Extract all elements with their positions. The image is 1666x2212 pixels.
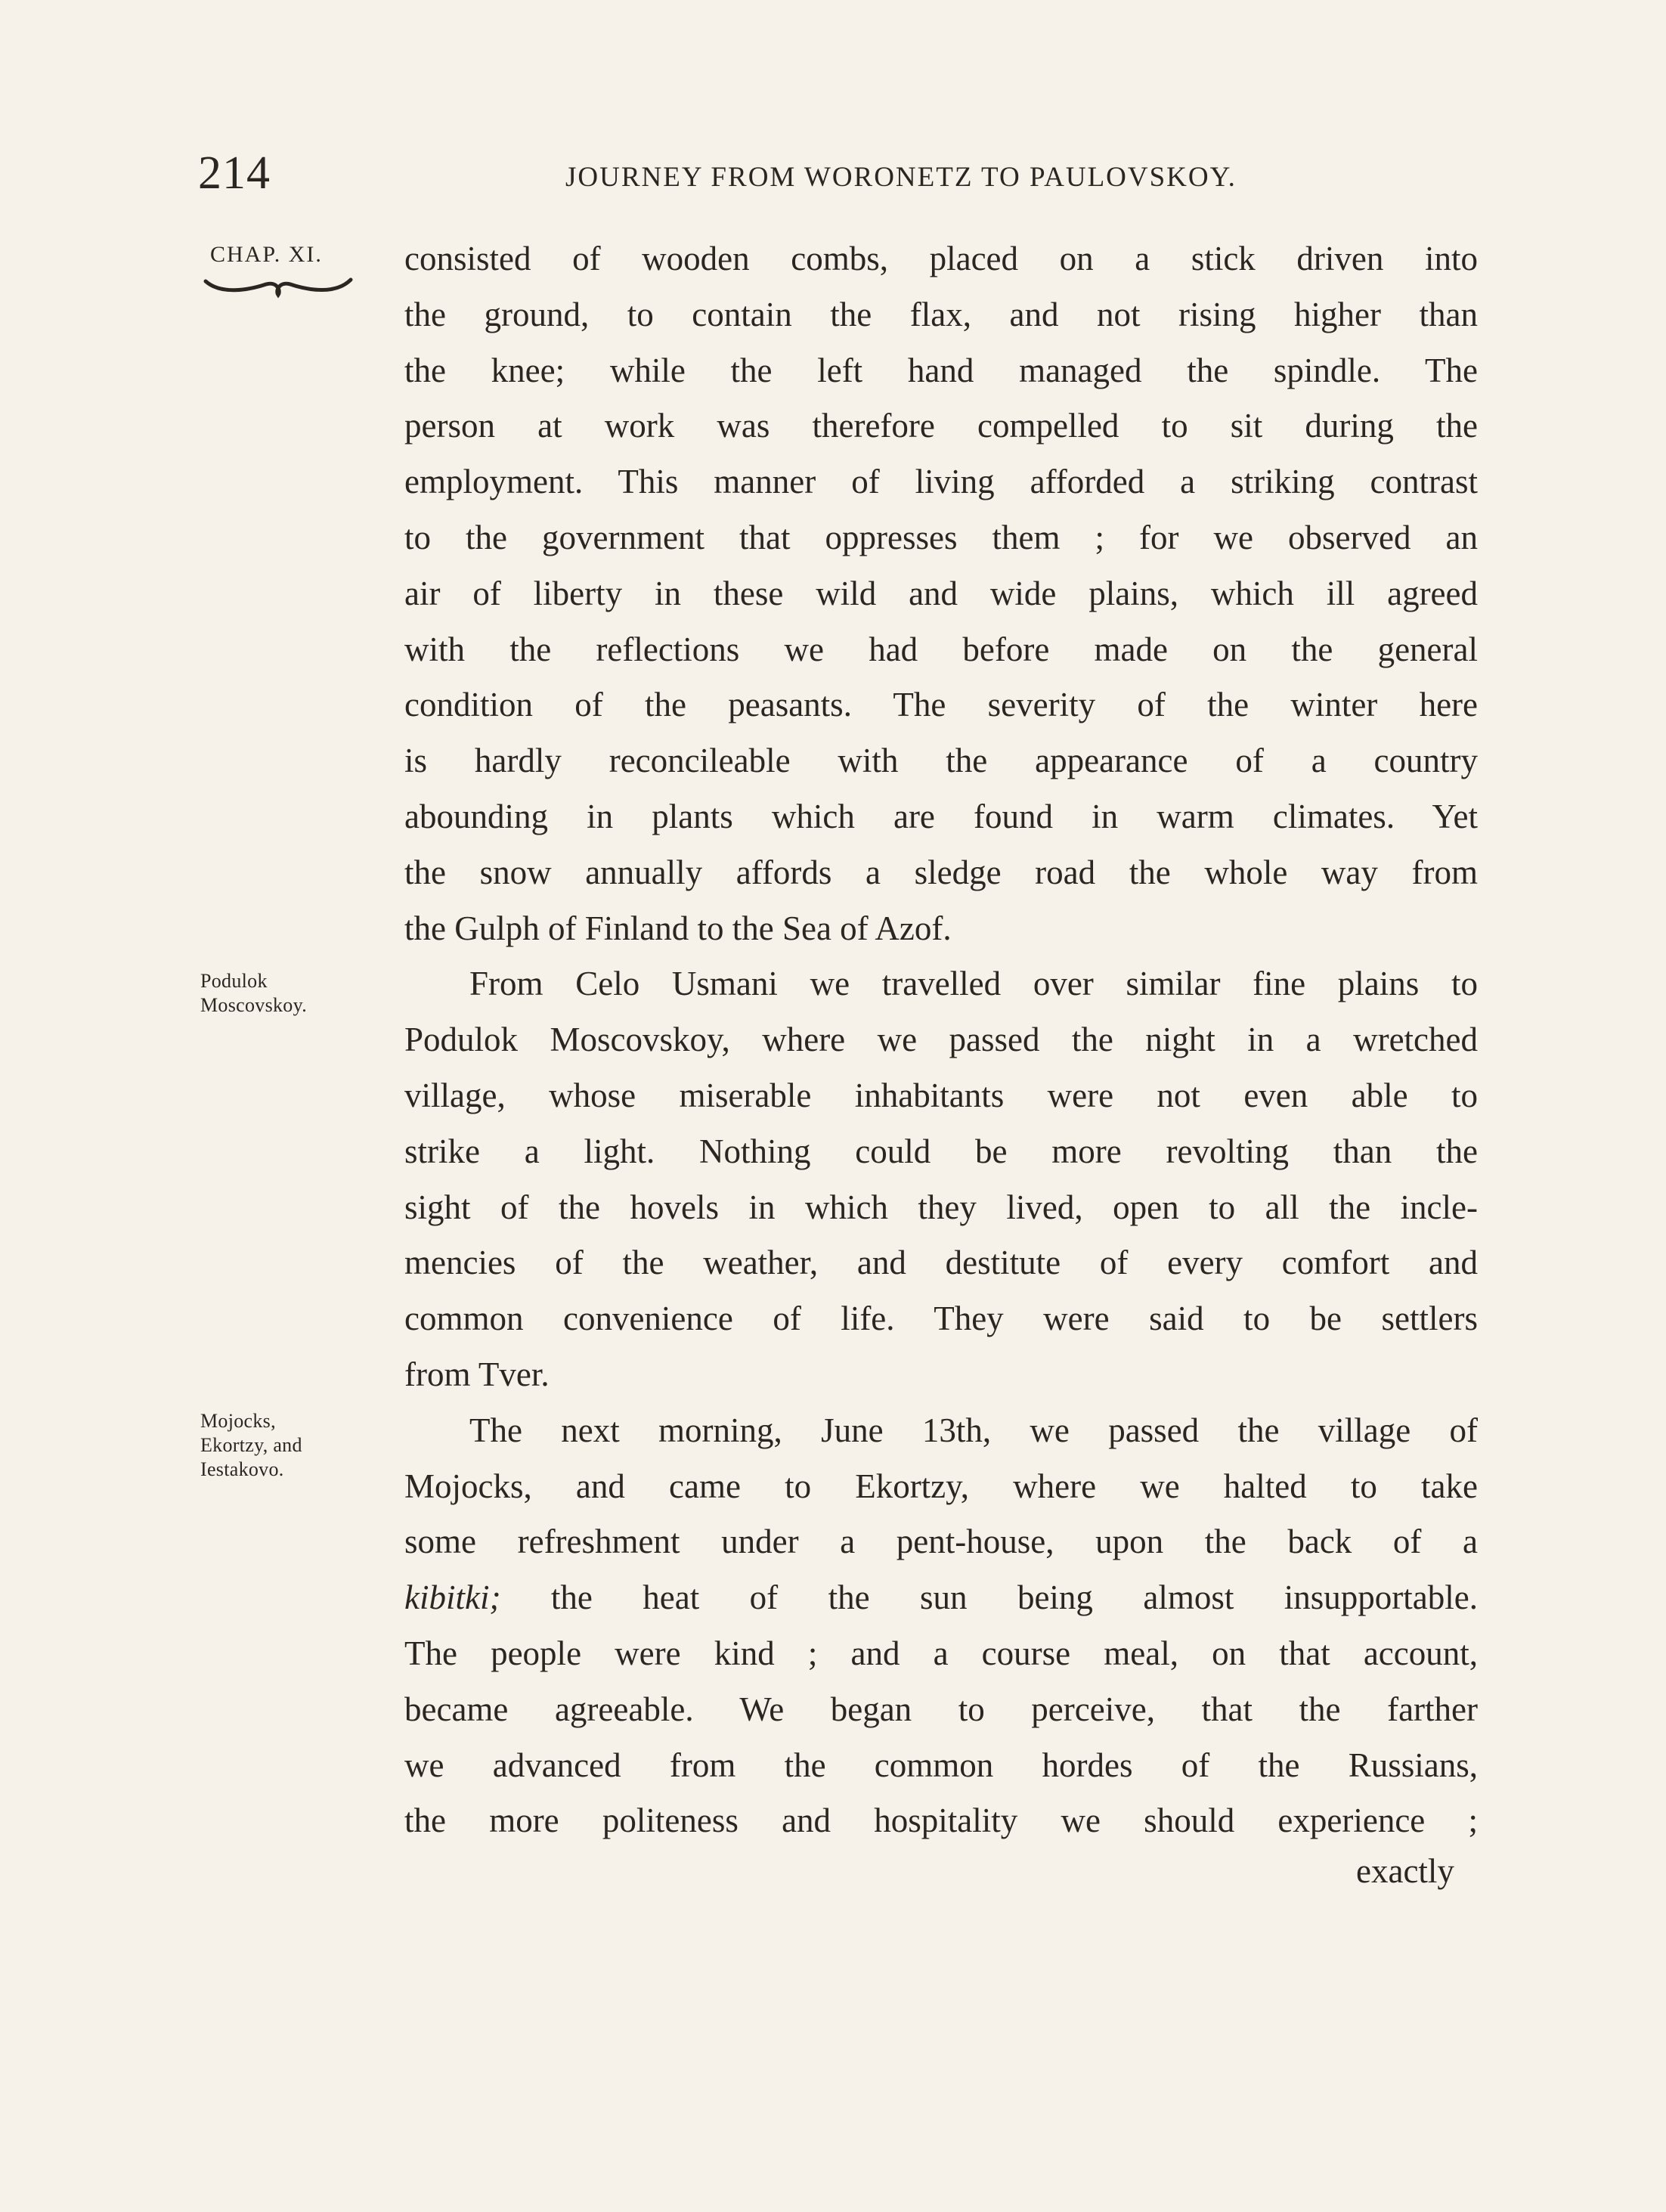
text-line: the snow annually affords a sledge road the whole way from bbox=[404, 853, 1478, 891]
text-line: the more politeness and hospitality we should experience ; bbox=[404, 1802, 1478, 1840]
text-line: we advanced from the common hordes of the Russians, bbox=[404, 1746, 1478, 1784]
text-line: the ground, to contain the flax, and not rising higher than bbox=[404, 295, 1478, 333]
text-line: common convenience of life. They were said to be settlers bbox=[404, 1300, 1478, 1338]
text-line: The next morning, June 13th, we passed the village of bbox=[469, 1411, 1478, 1449]
text-line: became agreeable. We began to perceive, that the farther bbox=[404, 1690, 1478, 1728]
body-text bbox=[404, 231, 1478, 1849]
brace-flourish-icon bbox=[203, 275, 354, 305]
text-line: mencies of the weather, and destitute of every comfort and bbox=[404, 1244, 1478, 1282]
text-line: village, whose miserable inhabitants were not even able to bbox=[404, 1076, 1478, 1114]
text-line: from Tver. bbox=[404, 1355, 550, 1393]
text-line: strike a light. Nothing could be more revolting than the bbox=[404, 1132, 1478, 1170]
margin-note-podulok bbox=[200, 969, 307, 1018]
text-line: the Gulph of Finland to the Sea of Azof. bbox=[404, 909, 952, 947]
text-line: air of liberty in these wild and wide plains, which ill agreed bbox=[404, 574, 1478, 612]
text-line: some refreshment under a pent-house, upon the back of a bbox=[404, 1523, 1478, 1561]
italic-word: kibitki; bbox=[404, 1578, 501, 1617]
running-head: JOURNEY FROM WORONETZ TO PAULOVSKOY. bbox=[565, 162, 1237, 193]
text-line: The people were kind ; and a course meal, on that account, bbox=[404, 1634, 1478, 1672]
text-line: employment. This manner of living afforded a striking contrast bbox=[404, 463, 1478, 501]
text-line-rest: the heat of the sun being almost insupportable. bbox=[550, 1578, 1478, 1617]
text-line: condition of the peasants. The severity of the winter here bbox=[404, 686, 1478, 724]
margin-note-mojocks bbox=[200, 1409, 302, 1482]
text-line: to the government that oppresses them ; for we observed an bbox=[404, 518, 1478, 556]
text-line: the knee; while the left hand managed the spindle. The bbox=[404, 351, 1478, 389]
text-line: is hardly reconcileable with the appearance of a country bbox=[404, 742, 1478, 780]
text-line: sight of the hovels in which they lived, open to all the incle- bbox=[404, 1188, 1478, 1226]
text-line bbox=[404, 1570, 1478, 1626]
margin-note-line: Moscovskoy. bbox=[200, 994, 308, 1016]
text-line: Podulok Moscovskoy, where we passed the night in a wretched bbox=[404, 1021, 1478, 1059]
margin-note-line: Podulok bbox=[200, 970, 268, 992]
margin-note-line: Ekortzy, and bbox=[200, 1434, 302, 1456]
text-line: with the reflections we had before made on the general bbox=[404, 630, 1478, 668]
text-line: abounding in plants which are found in warm climates. Yet bbox=[404, 797, 1478, 835]
page-number: 214 bbox=[198, 147, 271, 199]
text-line: Mojocks, and came to Ekortzy, where we halted to take bbox=[404, 1467, 1478, 1505]
margin-note-line: Mojocks, bbox=[200, 1410, 276, 1432]
text-line: person at work was therefore compelled to sit during the bbox=[404, 407, 1478, 445]
catchword: exactly bbox=[1356, 1852, 1454, 1890]
text-line: consisted of wooden combs, placed on a stick driven into bbox=[404, 240, 1478, 277]
text-line: From Celo Usmani we travelled over similar fine plains to bbox=[469, 965, 1478, 1003]
chapter-marker: CHAP. XI. bbox=[210, 242, 323, 267]
margin-note-line: Iestakovo. bbox=[200, 1458, 284, 1480]
